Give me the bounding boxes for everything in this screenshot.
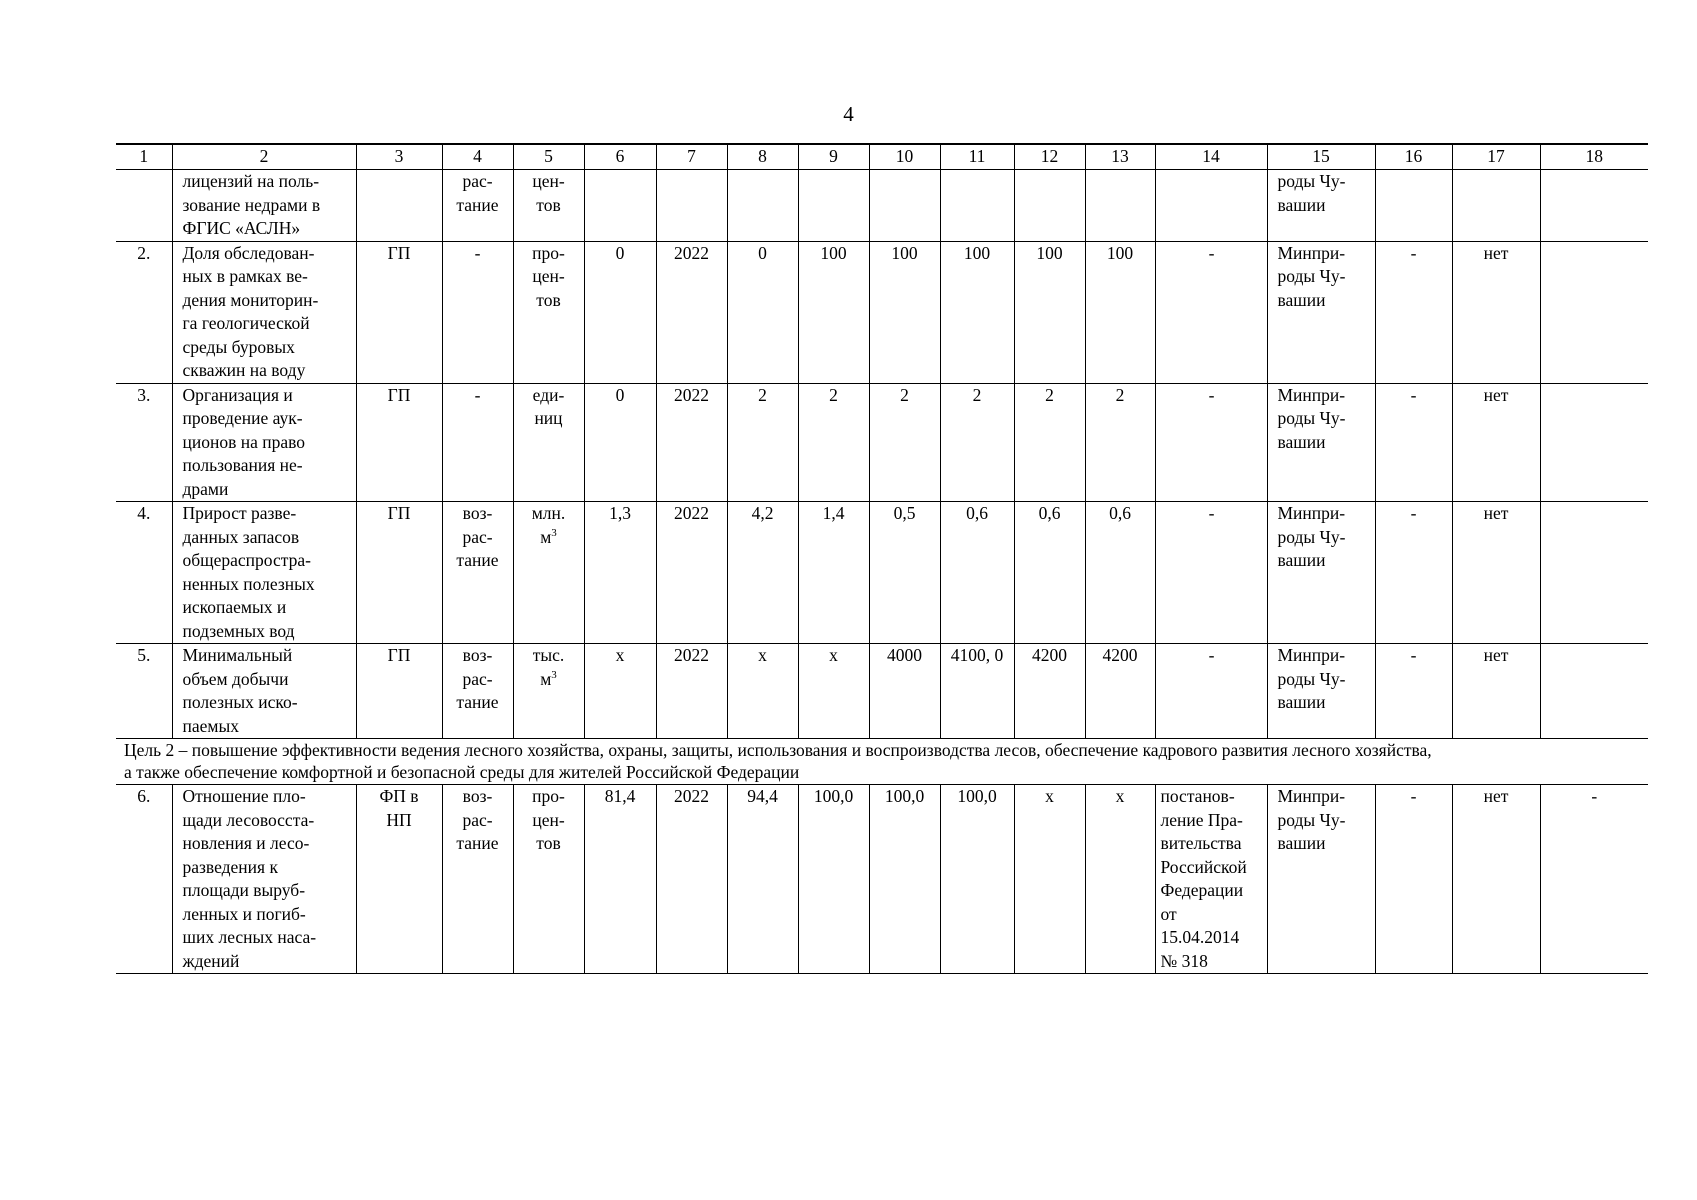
cell (1155, 170, 1267, 242)
cell: 100 (1085, 241, 1155, 383)
cell (1540, 383, 1648, 502)
header-cell: 14 (1155, 144, 1267, 170)
cell: 2 (798, 383, 869, 502)
cell: х (798, 644, 869, 739)
cell: 4200 (1014, 644, 1085, 739)
cell-responsible: Минпри- роды Чу- вашии (1267, 644, 1375, 739)
cell: 2 (869, 383, 940, 502)
header-cell: 10 (869, 144, 940, 170)
cell: воз- рас- тание (442, 502, 513, 644)
header-cell: 5 (513, 144, 584, 170)
cell (869, 170, 940, 242)
cell-responsible: Минпри- роды Чу- вашии (1267, 383, 1375, 502)
header-cell: 9 (798, 144, 869, 170)
cell-unit: цен- тов (513, 170, 584, 242)
cell: 100,0 (798, 785, 869, 974)
cell: 4200 (1085, 644, 1155, 739)
table-row (116, 502, 1648, 644)
cell-responsible: Минпри- роды Чу- вашии (1267, 502, 1375, 644)
indicators-table (116, 143, 1648, 974)
cell: 100 (869, 241, 940, 383)
cell: - (442, 241, 513, 383)
cell: - (1540, 785, 1648, 974)
table-header-row (116, 144, 1648, 170)
header-cell: 13 (1085, 144, 1155, 170)
cell-number: 5. (116, 644, 172, 739)
cell: рас- тание (442, 170, 513, 242)
cell-number: 4. (116, 502, 172, 644)
header-cell: 11 (940, 144, 1014, 170)
table-row (116, 241, 1648, 383)
cell-responsible: Минпри- роды Чу- вашии (1267, 785, 1375, 974)
cell: ГП (356, 644, 442, 739)
cell-indicator: Прирост разве- данных запасов общераспростра- ненных полезных ископаемых и подземных вод (172, 502, 356, 644)
cell (1375, 170, 1452, 242)
unit-superscript: 3 (551, 526, 557, 539)
cell: - (1155, 502, 1267, 644)
cell: х (1085, 785, 1155, 974)
cell: - (1375, 644, 1452, 739)
cell-responsible: Минпри- роды Чу- вашии (1267, 241, 1375, 383)
cell: 2022 (656, 644, 727, 739)
cell: - (1375, 241, 1452, 383)
cell (1540, 502, 1648, 644)
unit-text: млн. м (531, 503, 566, 547)
table-row (116, 383, 1648, 502)
header-cell: 7 (656, 144, 727, 170)
cell (727, 170, 798, 242)
cell: воз- рас- тание (442, 785, 513, 974)
cell-indicator: Доля обследован- ных в рамках ве- дения мониторин- га геологической среды буровых скважин на воду (172, 241, 356, 383)
cell: 0,6 (1085, 502, 1155, 644)
header-cell: 18 (1540, 144, 1648, 170)
cell-unit: про- цен- тов (513, 241, 584, 383)
cell: х (727, 644, 798, 739)
cell: 100,0 (869, 785, 940, 974)
cell: - (1375, 502, 1452, 644)
cell (1540, 170, 1648, 242)
cell: - (1155, 383, 1267, 502)
cell: нет (1452, 644, 1540, 739)
header-cell: 16 (1375, 144, 1452, 170)
cell-indicator: Организация и проведение аук- ционов на право пользования не- драми (172, 383, 356, 502)
cell: 0,5 (869, 502, 940, 644)
header-cell: 4 (442, 144, 513, 170)
cell: - (1155, 241, 1267, 383)
cell: 0 (584, 383, 656, 502)
goal-2-text: Цель 2 – повышение эффективности ведения лесного хозяйства, охраны, защиты, использования и воспроизводства лесов, обеспечение кадрового развития лесного хозяйства, а также обеспечение комфортной и безопасной среды для жителей Российской Федерации (116, 739, 1648, 785)
cell: 2 (1014, 383, 1085, 502)
cell: 0 (727, 241, 798, 383)
cell: нет (1452, 785, 1540, 974)
cell: 2022 (656, 241, 727, 383)
cell (798, 170, 869, 242)
cell-indicator: лицензий на поль- зование недрами в ФГИС «АСЛН» (172, 170, 356, 242)
goal-row (116, 739, 1648, 785)
cell-number: 3. (116, 383, 172, 502)
cell: нет (1452, 241, 1540, 383)
cell: 2022 (656, 785, 727, 974)
cell-unit: про- цен- тов (513, 785, 584, 974)
cell: 1,3 (584, 502, 656, 644)
cell: 2 (1085, 383, 1155, 502)
cell: - (442, 383, 513, 502)
cell (1540, 241, 1648, 383)
cell: 2 (940, 383, 1014, 502)
header-cell: 17 (1452, 144, 1540, 170)
cell-number: 2. (116, 241, 172, 383)
cell: 0 (584, 241, 656, 383)
cell (584, 170, 656, 242)
cell: 1,4 (798, 502, 869, 644)
cell: 100 (940, 241, 1014, 383)
table-row (116, 170, 1648, 242)
cell-unit: еди- ниц (513, 383, 584, 502)
unit-superscript: 3 (551, 668, 557, 681)
cell-number: 6. (116, 785, 172, 974)
header-cell: 3 (356, 144, 442, 170)
header-cell: 1 (116, 144, 172, 170)
cell: 0,6 (940, 502, 1014, 644)
cell (1085, 170, 1155, 242)
cell: нет (1452, 502, 1540, 644)
table-row (116, 785, 1648, 974)
cell-unit (513, 502, 584, 644)
cell (656, 170, 727, 242)
cell: ГП (356, 241, 442, 383)
page-number: 4 (843, 102, 854, 126)
table-row (116, 644, 1648, 739)
cell: - (1155, 644, 1267, 739)
cell: 100,0 (940, 785, 1014, 974)
cell (1540, 644, 1648, 739)
cell (1452, 170, 1540, 242)
cell: ФП в НП (356, 785, 442, 974)
cell: 4100, 0 (940, 644, 1014, 739)
cell-unit (513, 644, 584, 739)
cell: ГП (356, 502, 442, 644)
cell: - (1375, 383, 1452, 502)
cell-responsible: роды Чу- вашии (1267, 170, 1375, 242)
cell: 100 (798, 241, 869, 383)
unit-text: тыс. м (532, 645, 565, 689)
cell: 4000 (869, 644, 940, 739)
cell (1014, 170, 1085, 242)
header-cell: 12 (1014, 144, 1085, 170)
cell: 100 (1014, 241, 1085, 383)
header-cell: 2 (172, 144, 356, 170)
cell-indicator: Минимальный объем добычи полезных иско- паемых (172, 644, 356, 739)
cell: 2 (727, 383, 798, 502)
cell: 81,4 (584, 785, 656, 974)
cell: х (1014, 785, 1085, 974)
cell (940, 170, 1014, 242)
header-cell: 6 (584, 144, 656, 170)
cell: 94,4 (727, 785, 798, 974)
cell: 0,6 (1014, 502, 1085, 644)
cell: - (1375, 785, 1452, 974)
header-cell: 15 (1267, 144, 1375, 170)
cell: х (584, 644, 656, 739)
cell-number (116, 170, 172, 242)
cell: 4,2 (727, 502, 798, 644)
cell: воз- рас- тание (442, 644, 513, 739)
cell: 2022 (656, 383, 727, 502)
cell-indicator: Отношение пло- щади лесовосста- новления и лесо- разведения к площади выруб- ленных и погиб- ших лесных наса- ждений (172, 785, 356, 974)
cell-legal-basis: постанов- ление Пра- вительства Российской Федерации от 15.04.2014 № 318 (1155, 785, 1267, 974)
cell: ГП (356, 383, 442, 502)
cell: 2022 (656, 502, 727, 644)
cell: нет (1452, 383, 1540, 502)
cell (356, 170, 442, 242)
header-cell: 8 (727, 144, 798, 170)
